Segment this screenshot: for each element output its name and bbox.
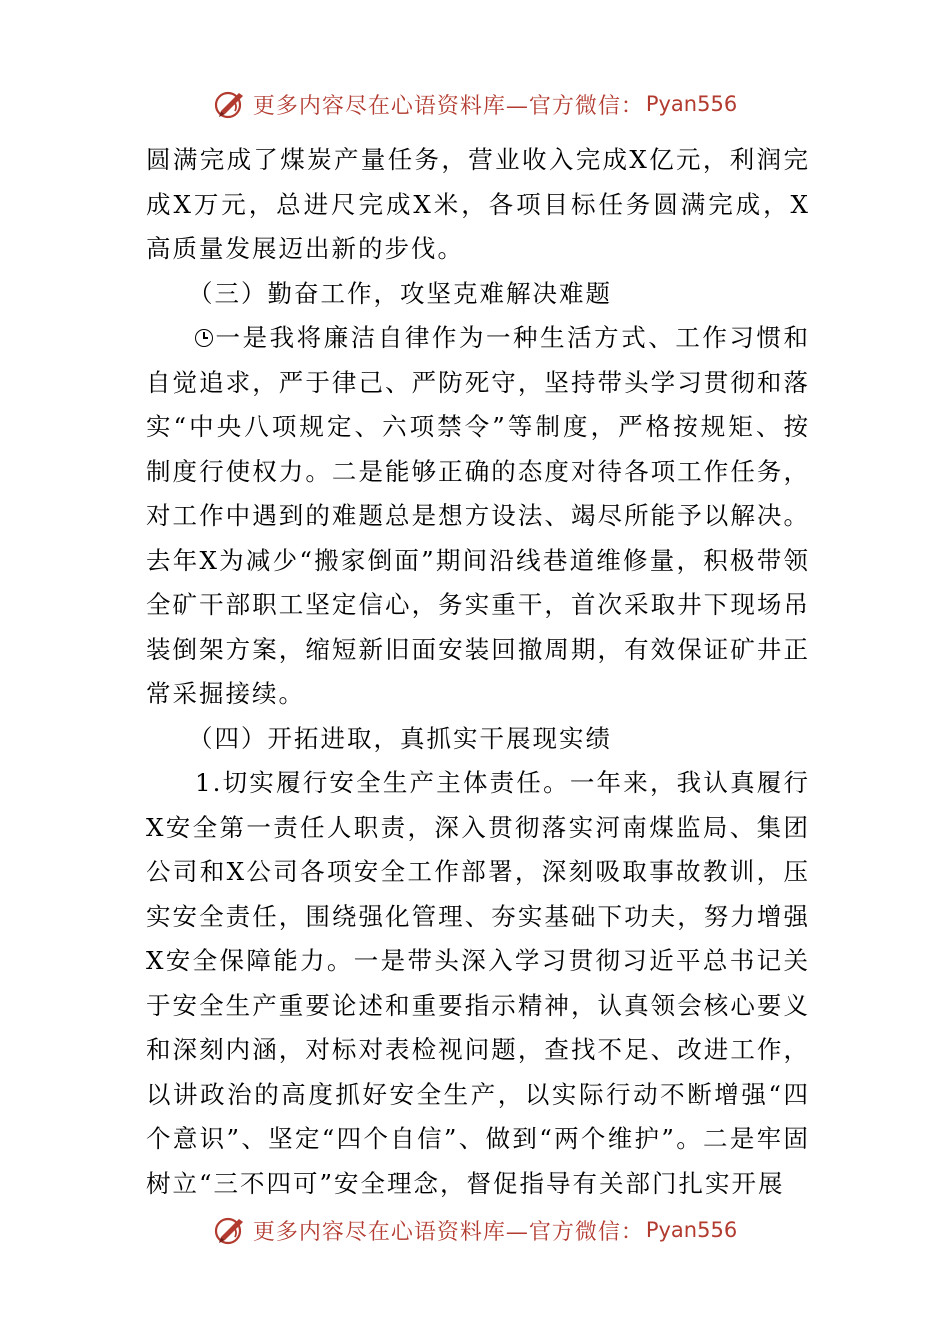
document-body bbox=[146, 138, 810, 1206]
paragraph-integrity bbox=[146, 316, 810, 717]
banner-text: 更多内容尽在心语资料库—官方微信： bbox=[252, 1219, 644, 1245]
pen-logo-icon bbox=[213, 87, 247, 121]
header-banner bbox=[0, 82, 950, 126]
section-heading-3: （三）勤奋工作，攻坚克难解决难题 bbox=[188, 278, 612, 308]
wechat-id: Pyan556 bbox=[645, 92, 738, 116]
paragraph-integrity-text: 一是我将廉洁自律作为一种生活方式、工作习惯和自觉追求，严于律己、严防死守，坚持带头学习贯彻和落实“中央八项规定、六项禁令”等制度，严格按规矩、按制度行使权力。二是能够正确的态度对待各项工作任务，对工作中遇到的难题总是想方设法、竭尽所能予以解决。去年X为减少“搬家倒面”期间沿线巷道维修量，积极带领全矿干部职工坚定信心，务实重干，首次采取井下现场吊装倒架方案，缩短新旧面安装回撤周期，有效保证矿井正常采掘接续。 bbox=[146, 323, 810, 708]
wechat-id: Pyan556 bbox=[645, 1218, 738, 1242]
clock-icon bbox=[195, 329, 213, 347]
paragraph-safety: 1.切实履行安全生产主体责任。一年来，我认真履行X安全第一责任人职责，深入贯彻落实河南煤监局、集团公司和X公司各项安全工作部署，深刻吸取事故教训，压实安全责任，围绕强化管理、夯实基础下功夫，努力增强X安全保障能力。一是带头深入学习贯彻习近平总书记关于安全生产重要论述和重要指示精神，认真领会核心要义和深刻内涵，对标对表检视问题，查找不足、改进工作，以讲政治的高度抓好安全生产，以实际行动不断增强“四个意识”、坚定“四个自信”、做到“两个维护”。二是牢固树立“三不四可”安全理念，督促指导有关部门扎实开展 bbox=[146, 768, 810, 1198]
footer-banner bbox=[0, 1208, 950, 1252]
section-heading-4: （四）开拓进取，真抓实干展现实绩 bbox=[188, 723, 612, 753]
banner-text: 更多内容尽在心语资料库—官方微信： bbox=[252, 93, 644, 119]
pen-logo-icon bbox=[213, 1213, 247, 1247]
paragraph-continuation: 圆满完成了煤炭产量任务，营业收入完成X亿元，利润完成X万元，总进尺完成X米，各项目标任务圆满完成，X高质量发展迈出新的步伐。 bbox=[146, 145, 810, 263]
